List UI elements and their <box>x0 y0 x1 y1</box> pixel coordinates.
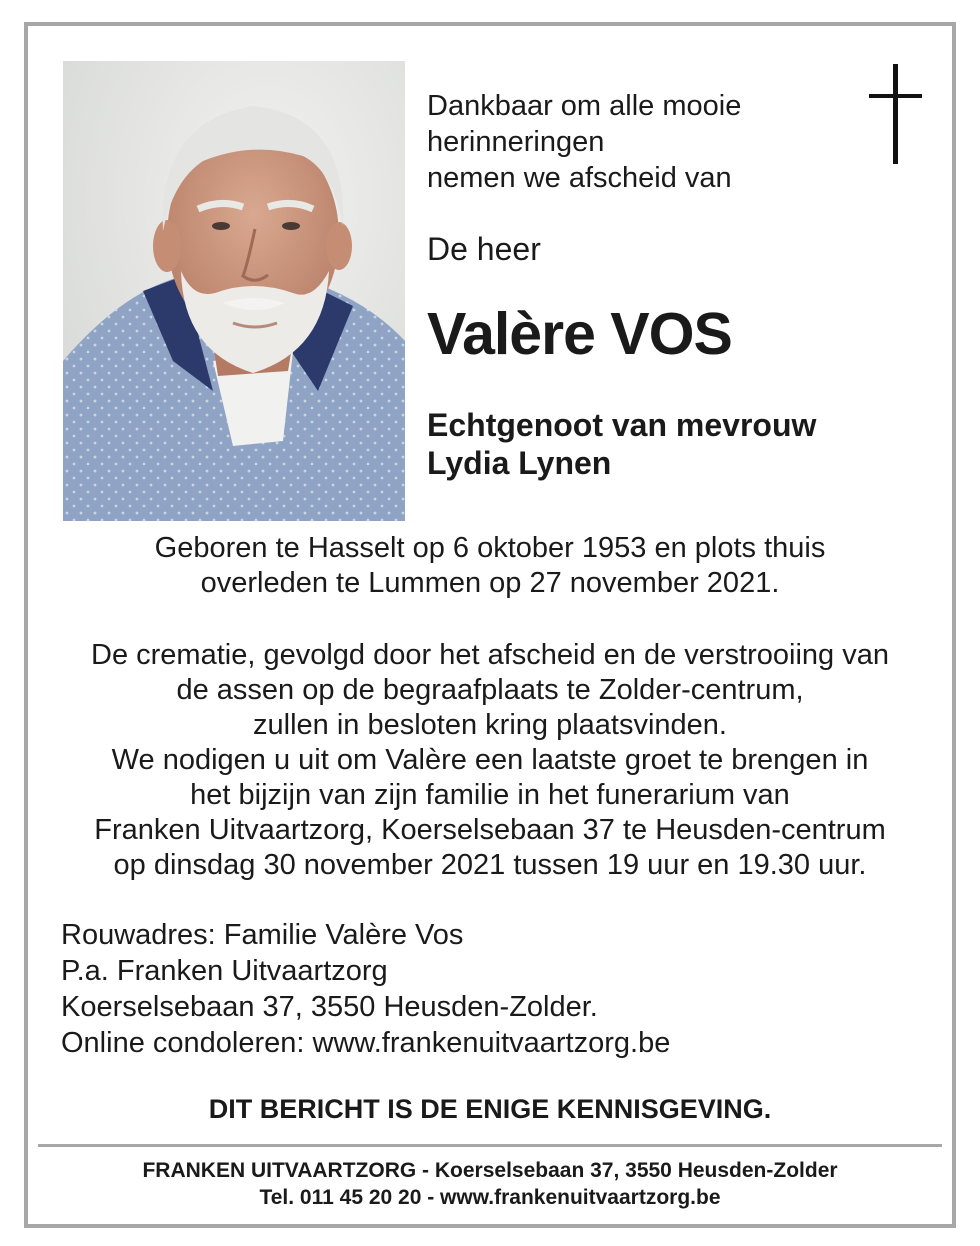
spouse-info <box>427 406 816 482</box>
ceremony-line: op dinsdag 30 november 2021 tussen 19 uur en 19.30 uur. <box>113 849 867 881</box>
deceased-name: Valère VOS <box>427 301 732 367</box>
salutation: De heer <box>427 231 541 267</box>
intro-line: nemen we afscheid van <box>427 162 732 194</box>
only-notice-statement: DIT BERICHT IS DE ENIGE KENNISGEVING. <box>208 1094 772 1124</box>
portrait-illustration <box>63 61 405 521</box>
intro-text <box>427 88 741 196</box>
address-line: Koerselsebaan 37, 3550 Heusden-Zolder. <box>61 991 598 1023</box>
footer-line: FRANKEN UITVAARTZORG - Koerselsebaan 37, 3550 Heusden-Zolder <box>142 1159 838 1182</box>
life-dates <box>28 531 952 601</box>
address-line: Rouwadres: Familie Valère Vos <box>61 919 464 951</box>
address-line: P.a. Franken Uitvaartzorg <box>61 955 388 987</box>
ceremony-line: de assen op de begraafplaats te Zolder-centrum, <box>176 674 804 706</box>
funeral-home-footer <box>28 1157 952 1211</box>
spouse-line: Lydia Lynen <box>427 445 612 481</box>
portrait-photo <box>63 61 405 521</box>
ceremony-line: We nodigen u uit om Valère een laatste groet te brengen in <box>111 744 869 776</box>
ceremony-details <box>28 638 952 883</box>
life-line: Geboren te Hasselt op 6 oktober 1953 en plots thuis <box>154 532 826 564</box>
spouse-line: Echtgenoot van mevrouw <box>427 407 817 443</box>
ceremony-line: het bijzijn van zijn familie in het funerarium van <box>190 779 790 811</box>
life-line: overleden te Lummen op 27 november 2021. <box>200 567 780 599</box>
mourning-address <box>61 917 670 1061</box>
intro-line: herinneringen <box>427 126 605 158</box>
cross-icon <box>866 64 926 164</box>
footer-contact[interactable]: Tel. 011 45 20 20 - www.frankenuitvaartzorg.be <box>259 1186 721 1209</box>
ceremony-line: zullen in besloten kring plaatsvinden. <box>253 709 727 741</box>
condolence-link[interactable]: Online condoleren: www.frankenuitvaartzorg.be <box>61 1027 671 1059</box>
ceremony-line: Franken Uitvaartzorg, Koerselsebaan 37 te Heusden-centrum <box>94 814 886 846</box>
ceremony-line: De crematie, gevolgd door het afscheid en de verstrooiing van <box>91 639 889 671</box>
intro-line: Dankbaar om alle mooie <box>427 90 742 122</box>
footer-divider <box>38 1144 942 1147</box>
obituary-card <box>24 22 956 1228</box>
